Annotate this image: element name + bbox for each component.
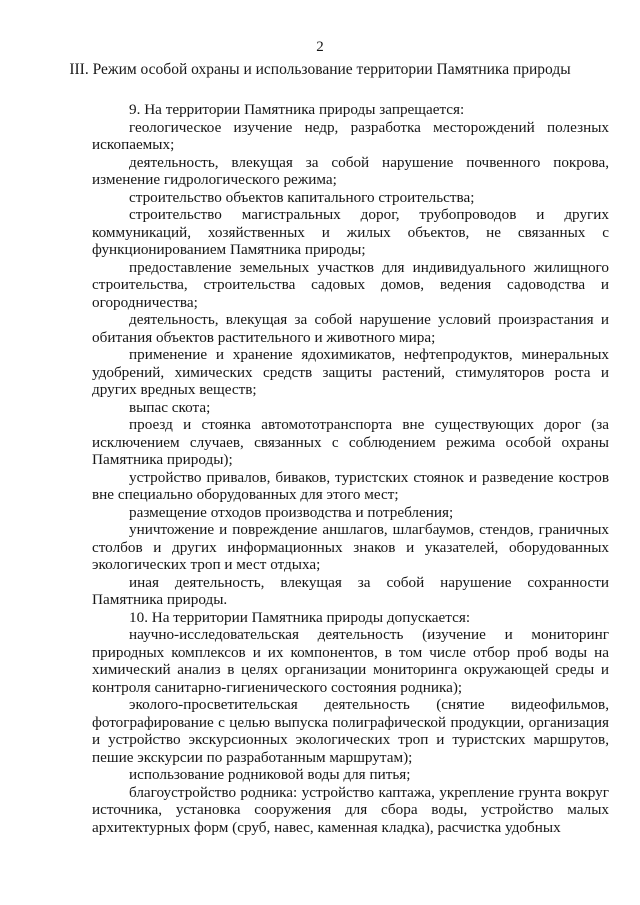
prohibited-item: размещение отходов производства и потребления; <box>129 503 454 521</box>
prohibited-item: проезд и стоянка автомототранспорта вне существующих дорог (за исключением случаев, связанных с соблюдением режима особой охраны Памятника природы); <box>92 416 609 468</box>
section-heading: III. Режим особой охраны и использование территории Памятника природы <box>69 61 571 78</box>
document-body <box>92 101 609 836</box>
clause-10-intro: 10. На территории Памятника природы допускается: <box>129 608 471 626</box>
prohibited-item: строительство объектов капитального строительства; <box>129 188 475 206</box>
prohibited-item: предоставление земельных участков для индивидуального жилищного строительства, строительства садовых домов, ведения садоводства и огородничества; <box>92 258 609 311</box>
page-number: 2 <box>316 39 324 55</box>
prohibited-item: применение и хранение ядохимикатов, нефтепродуктов, минеральных удобрений, химических средств защиты растений, стимуляторов роста и других вредных веществ; <box>92 346 609 398</box>
prohibited-item: уничтожение и повреждение аншлагов, шлагбаумов, стендов, граничных столбов и других информационных знаков и указателей, оборудованных экологических троп и мест отдыха; <box>92 521 609 573</box>
clause-9-intro: 9. На территории Памятника природы запрещается: <box>129 101 465 118</box>
prohibited-item: деятельность, влекущая за собой нарушение почвенного покрова, изменение гидрологического режима; <box>92 153 609 188</box>
prohibited-item: выпас скота; <box>129 398 211 416</box>
prohibited-item: устройство привалов, биваков, туристских стоянок и разведение костров вне специально оборудованных для этого мест; <box>92 468 609 503</box>
prohibited-item: деятельность, влекущая за собой нарушение условий произрастания и обитания объектов растительного и животного мира; <box>92 311 609 346</box>
permitted-item: использование родниковой воды для питья; <box>129 766 411 783</box>
permitted-item: эколого-просветительская деятельность (снятие видеофильмов, фотографирование с целью выпуска полиграфической продукции, организация и устройство экскурсионных экологических троп и туристских маршрутов, пешие экскурсии по разработанным маршрутам); <box>92 696 609 766</box>
prohibited-item: геологическое изучение недр, разработка месторождений полезных ископаемых; <box>92 118 609 153</box>
permitted-item: научно-исследовательская деятельность (изучение и мониторинг природных комплексов и их компонентов, в том числе отбор проб воды на химический анализ в целях организации мониторинга окружающей среды и контроля санитарно-гигиенического состояния родника); <box>92 626 609 696</box>
prohibited-item: строительство магистральных дорог, трубопроводов и других коммуникаций, хозяйственных и жилых объектов, не связанных с функционированием Памятника природы; <box>92 206 609 258</box>
permitted-item: благоустройство родника: устройство каптажа, укрепление грунта вокруг источника, установка сооружения для сбора воды, устройство малых архитектурных форм (сруб, навес, каменная кладка), расчистка удобных <box>92 783 609 836</box>
prohibited-item: иная деятельность, влекущая за собой нарушение сохранности Памятника природы. <box>92 573 609 608</box>
